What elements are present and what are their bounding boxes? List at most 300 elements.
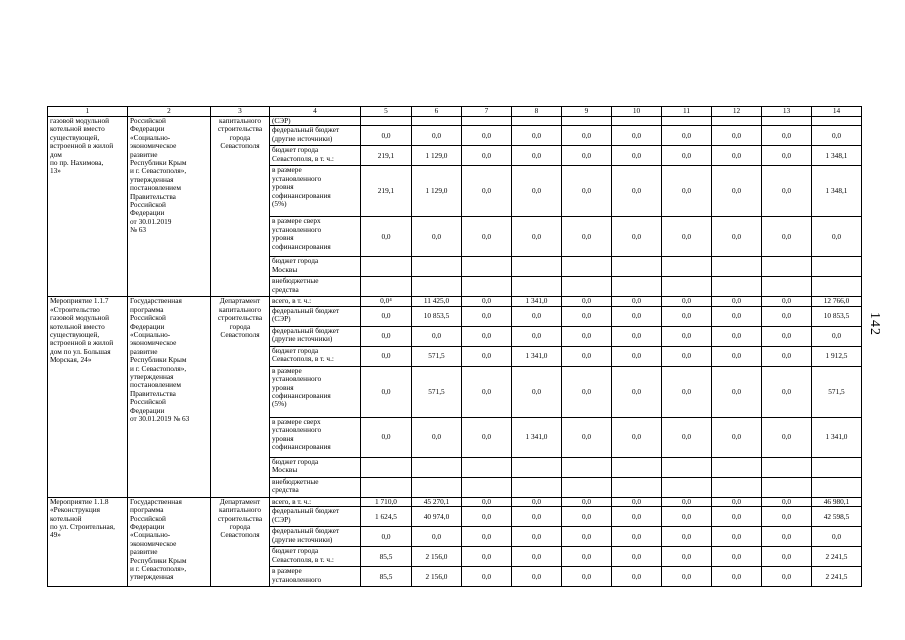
- amount-cell: 10 853,5: [812, 306, 862, 326]
- funding-source-cell-line: федеральный бюджет: [272, 306, 340, 315]
- amount-cell: 0,0: [712, 547, 762, 567]
- funding-source-cell-line: софинансирования: [272, 391, 331, 401]
- amount-cell: 0,0: [812, 527, 862, 547]
- header-cell: 8: [512, 107, 562, 117]
- amount-cell: 0,0: [462, 326, 512, 346]
- amount-cell: 0,0: [562, 217, 612, 257]
- amount-cell: [462, 457, 512, 477]
- funding-source-cell: [270, 417, 361, 457]
- amount-cell: [812, 477, 862, 497]
- funding-source-cell: [270, 146, 361, 166]
- amount-cell: 0,0: [662, 497, 712, 506]
- department-cell-line: Севастополя: [220, 141, 260, 151]
- activity-name-cell-line: котельной: [50, 513, 82, 523]
- amount-cell: [662, 117, 712, 126]
- amount-cell: [562, 257, 612, 277]
- amount-cell: 1 348,1: [812, 166, 862, 217]
- amount-cell: [361, 477, 412, 497]
- funding-source-cell: [270, 527, 361, 547]
- amount-cell: [712, 457, 762, 477]
- amount-cell: 571,5: [412, 346, 462, 366]
- activity-name-cell-line: существующей,: [50, 330, 100, 340]
- amount-cell: 2 241,5: [812, 547, 862, 567]
- funding-source-cell-line: уровня: [272, 233, 294, 243]
- funding-source-cell: [270, 346, 361, 366]
- amount-cell: [361, 257, 412, 277]
- program-cell-line: Российской: [130, 397, 166, 407]
- amount-cell: 0,0: [662, 527, 712, 547]
- funding-source-cell-line: (СЭР): [272, 514, 291, 524]
- funding-source-cell-line: установленного: [272, 574, 322, 584]
- funding-source-cell-line: уровня: [272, 182, 294, 192]
- amount-cell: 0,0: [612, 146, 662, 166]
- amount-cell: 0,0: [712, 297, 762, 306]
- funding-source-cell: [270, 477, 361, 497]
- header-cell: 13: [762, 107, 812, 117]
- funding-source-cell-line: софинансирования: [272, 241, 331, 251]
- program-cell-line: утвержденная: [130, 174, 174, 184]
- program-cell-line: Федерации: [130, 522, 165, 532]
- program-cell-line: от 30.01.2019 № 63: [130, 414, 190, 424]
- activity-name-cell-line: 49»: [50, 530, 61, 540]
- amount-cell: 11 425,0: [412, 297, 462, 306]
- header-cell: 14: [812, 107, 862, 117]
- funding-source-cell-line: в размере: [272, 566, 302, 576]
- amount-cell: 0,0: [361, 126, 412, 146]
- amount-cell: 0,0: [512, 217, 562, 257]
- amount-cell: 0,0: [512, 326, 562, 346]
- program-cell-line: Российской: [130, 116, 166, 125]
- activity-name-cell-line: котельной вместо: [50, 321, 105, 331]
- funding-source-cell-line: федеральный бюджет: [272, 506, 340, 516]
- amount-cell: 12 766,0: [812, 297, 862, 306]
- amount-cell: 0,0: [612, 527, 662, 547]
- amount-cell: 0,0: [712, 326, 762, 346]
- amount-cell: 0,0: [762, 306, 812, 326]
- funding-source-cell-line: в размере: [272, 165, 302, 175]
- amount-cell: 0,0: [662, 567, 712, 587]
- funding-source-cell-line: в размере сверх: [272, 417, 321, 426]
- department-cell-line: капитального: [219, 505, 261, 515]
- amount-cell: 0,0: [612, 547, 662, 567]
- program-cell-line: и г. Севастополя»,: [130, 564, 187, 574]
- funding-source-cell-line: внебюджетные: [272, 276, 319, 286]
- amount-cell: 0,0: [562, 306, 612, 326]
- amount-cell: 0,0: [662, 346, 712, 366]
- funding-source-cell-line: уровня: [272, 433, 294, 443]
- program-cell-line: экономическое: [130, 141, 177, 151]
- amount-cell: [662, 457, 712, 477]
- activity-name-cell: [48, 497, 128, 586]
- amount-cell: 219,1: [361, 146, 412, 166]
- amount-cell: [712, 117, 762, 126]
- amount-cell: [612, 477, 662, 497]
- funding-source-cell-line: бюджет города: [272, 256, 319, 266]
- amount-cell: 0,0: [361, 217, 412, 257]
- amount-cell: 0,0: [762, 126, 812, 146]
- amount-cell: 0,0: [812, 126, 862, 146]
- amount-cell: [412, 457, 462, 477]
- amount-cell: 0,0: [612, 217, 662, 257]
- amount-cell: 0,0: [412, 126, 462, 146]
- amount-cell: 1 348,1: [812, 146, 862, 166]
- funding-source-cell-line: (СЭР): [272, 116, 291, 125]
- amount-cell: 0,0: [462, 217, 512, 257]
- amount-cell: 571,5: [412, 366, 462, 417]
- amount-cell: [712, 257, 762, 277]
- amount-cell: 0,0: [562, 346, 612, 366]
- amount-cell: [412, 117, 462, 126]
- program-cell-line: Федерации: [130, 321, 165, 331]
- funding-source-cell: [270, 166, 361, 217]
- activity-name-cell-line: котельной вместо: [50, 124, 105, 134]
- amount-cell: 0,0: [562, 146, 612, 166]
- funding-source-cell: [270, 507, 361, 527]
- amount-cell: 0,0: [762, 346, 812, 366]
- funding-source-cell: [270, 547, 361, 567]
- amount-cell: 1 341,0: [512, 346, 562, 366]
- activity-name-cell-line: встроенной в жилой: [50, 141, 114, 151]
- amount-cell: 0,0: [712, 507, 762, 527]
- amount-cell: 0,0: [762, 497, 812, 506]
- program-cell-line: развитие: [130, 346, 158, 356]
- amount-cell: [762, 117, 812, 126]
- amount-cell: 0,0: [412, 527, 462, 547]
- funding-source-cell-line: федеральный бюджет: [272, 526, 340, 536]
- amount-cell: 46 980,1: [812, 497, 862, 506]
- activity-name-cell-line: по пр. Нахимова,: [50, 158, 104, 168]
- program-cell-line: и г. Севастополя»,: [130, 166, 187, 176]
- amount-cell: [361, 457, 412, 477]
- program-cell-line: развитие: [130, 547, 158, 557]
- amount-cell: 0,0: [512, 547, 562, 567]
- funding-source-cell: [270, 326, 361, 346]
- amount-cell: [412, 477, 462, 497]
- amount-cell: 0,0: [462, 417, 512, 457]
- activity-name-cell: [48, 297, 128, 497]
- funding-source-cell-line: Севастополя, в т. ч.:: [272, 354, 334, 364]
- amount-cell: [612, 457, 662, 477]
- program-cell-line: от 30.01.2019: [130, 216, 172, 226]
- funding-source-cell-line: (5%): [272, 399, 287, 409]
- department-cell: [211, 117, 270, 297]
- amount-cell: 0,0: [462, 497, 512, 506]
- amount-cell: 1 129,0: [412, 146, 462, 166]
- amount-cell: [662, 257, 712, 277]
- amount-cell: 0,0: [361, 527, 412, 547]
- header-cell: 4: [270, 107, 361, 117]
- amount-cell: 0,0: [662, 507, 712, 527]
- amount-cell: 45 270,1: [412, 497, 462, 506]
- amount-cell: 0,0: [612, 497, 662, 506]
- amount-cell: 0,0: [712, 166, 762, 217]
- amount-cell: [712, 277, 762, 297]
- amount-cell: 0,0: [762, 417, 812, 457]
- funding-source-cell: [270, 257, 361, 277]
- amount-cell: 0,0: [762, 297, 812, 306]
- funding-source-cell: [270, 366, 361, 417]
- page-number: 142: [867, 312, 882, 336]
- program-cell-line: № 63: [130, 225, 147, 235]
- amount-cell: 0,0: [562, 507, 612, 527]
- program-cell-line: Федерации: [130, 124, 165, 134]
- program-cell-line: Федерации: [130, 208, 165, 218]
- amount-cell: 0,0: [462, 306, 512, 326]
- amount-cell: 0,0: [361, 346, 412, 366]
- amount-cell: [612, 117, 662, 126]
- funding-source-cell-line: установленного: [272, 374, 322, 384]
- amount-cell: [812, 457, 862, 477]
- amount-cell: 0,0⁴: [361, 297, 412, 306]
- amount-cell: [762, 457, 812, 477]
- amount-cell: 0,0: [562, 166, 612, 217]
- amount-cell: 0,0: [762, 217, 812, 257]
- funding-source-cell: [270, 217, 361, 257]
- funding-source-cell: [270, 567, 361, 587]
- funding-source-cell-line: уровня: [272, 382, 294, 392]
- funding-source-cell-line: средства: [272, 284, 299, 294]
- funding-source-cell-line: Москвы: [272, 264, 298, 274]
- funding-source-cell-line: установленного: [272, 224, 322, 234]
- funding-source-cell-line: установленного: [272, 173, 322, 183]
- amount-cell: [412, 277, 462, 297]
- header-row: [48, 107, 862, 117]
- department-cell-line: строительства: [217, 513, 263, 523]
- program-cell-line: Российской: [130, 513, 166, 523]
- program-cell-line: Правительства: [130, 388, 176, 398]
- program-cell-line: «Социально-: [130, 530, 171, 540]
- table-row: [48, 297, 862, 306]
- amount-cell: 0,0: [712, 366, 762, 417]
- funding-source-cell-line: Севастополя, в т. ч.:: [272, 554, 334, 564]
- program-cell-line: Государственная: [130, 497, 182, 506]
- amount-cell: 0,0: [512, 166, 562, 217]
- amount-cell: [462, 117, 512, 126]
- amount-cell: 0,0: [762, 567, 812, 587]
- program-cell-line: программа: [130, 505, 164, 515]
- amount-cell: 0,0: [662, 306, 712, 326]
- amount-cell: 0,0: [712, 346, 762, 366]
- activity-name-cell-line: Морская, 24»: [50, 355, 92, 365]
- amount-cell: 0,0: [562, 297, 612, 306]
- amount-cell: 0,0: [612, 507, 662, 527]
- program-cell-line: Государственная: [130, 296, 182, 306]
- amount-cell: 0,0: [412, 217, 462, 257]
- amount-cell: 0,0: [512, 497, 562, 506]
- funding-source-cell: [270, 117, 361, 126]
- department-cell-line: капитального: [219, 304, 261, 314]
- amount-cell: 0,0: [712, 527, 762, 547]
- amount-cell: 0,0: [762, 146, 812, 166]
- amount-cell: 0,0: [512, 306, 562, 326]
- department-cell-line: капитального: [219, 116, 261, 125]
- activity-name-cell-line: 13»: [50, 166, 61, 176]
- amount-cell: 0,0: [662, 146, 712, 166]
- amount-cell: [462, 257, 512, 277]
- activity-name-cell-line: Мероприятие 1.1.8: [50, 497, 109, 506]
- amount-cell: 85,5: [361, 547, 412, 567]
- amount-cell: 0,0: [462, 126, 512, 146]
- amount-cell: [812, 117, 862, 126]
- amount-cell: 0,0: [361, 306, 412, 326]
- amount-cell: 0,0: [662, 417, 712, 457]
- program-cell-line: Правительства: [130, 191, 176, 201]
- amount-cell: 0,0: [712, 146, 762, 166]
- amount-cell: [512, 457, 562, 477]
- activity-name-cell-line: встроенной в жилой: [50, 338, 114, 348]
- department-cell-line: Севастополя: [220, 530, 260, 540]
- table-row: [48, 497, 862, 506]
- amount-cell: [562, 117, 612, 126]
- amount-cell: 1 912,5: [812, 346, 862, 366]
- amount-cell: [512, 257, 562, 277]
- amount-cell: 0,0: [412, 417, 462, 457]
- amount-cell: [762, 257, 812, 277]
- department-cell-line: Департамент: [219, 497, 261, 506]
- amount-cell: [762, 277, 812, 297]
- amount-cell: [562, 277, 612, 297]
- funding-source-cell: [270, 277, 361, 297]
- amount-cell: 0,0: [412, 326, 462, 346]
- amount-cell: 0,0: [512, 126, 562, 146]
- amount-cell: 0,0: [712, 306, 762, 326]
- header-cell: 9: [562, 107, 612, 117]
- amount-cell: 0,0: [662, 366, 712, 417]
- amount-cell: 0,0: [512, 527, 562, 547]
- amount-cell: 0,0: [361, 417, 412, 457]
- funding-source-cell: [270, 297, 361, 306]
- amount-cell: 0,0: [662, 326, 712, 346]
- amount-cell: 0,0: [662, 217, 712, 257]
- program-cell: [128, 497, 211, 586]
- amount-cell: [512, 277, 562, 297]
- program-cell-line: постановлением: [130, 183, 181, 193]
- amount-cell: 0,0: [562, 417, 612, 457]
- funding-source-cell-line: установленного: [272, 425, 322, 435]
- amount-cell: [812, 277, 862, 297]
- funding-source-cell: [270, 306, 361, 326]
- amount-cell: 0,0: [762, 507, 812, 527]
- program-cell-line: Российской: [130, 313, 166, 323]
- amount-cell: 0,0: [512, 567, 562, 587]
- funding-source-cell: [270, 457, 361, 477]
- program-cell-line: и г. Севастополя»,: [130, 363, 187, 373]
- amount-cell: [361, 117, 412, 126]
- amount-cell: 0,0: [762, 326, 812, 346]
- amount-cell: 0,0: [462, 507, 512, 527]
- amount-cell: 0,0: [762, 166, 812, 217]
- amount-cell: [712, 477, 762, 497]
- amount-cell: 0,0: [712, 217, 762, 257]
- amount-cell: [812, 257, 862, 277]
- amount-cell: [762, 477, 812, 497]
- amount-cell: 0,0: [462, 366, 512, 417]
- table-row: [48, 117, 862, 126]
- header-cell: 6: [412, 107, 462, 117]
- funding-source-cell-line: федеральный бюджет: [272, 125, 340, 135]
- amount-cell: 0,0: [462, 297, 512, 306]
- funding-source-cell-line: софинансирования: [272, 190, 331, 200]
- funding-source-cell-line: бюджет города: [272, 145, 319, 155]
- amount-cell: 571,5: [812, 366, 862, 417]
- program-cell-line: утвержденная: [130, 372, 174, 382]
- amount-cell: 0,0: [562, 527, 612, 547]
- funding-source-cell-line: в размере: [272, 366, 302, 375]
- activity-name-cell-line: газовой модульной: [50, 116, 110, 125]
- amount-cell: 0,0: [812, 217, 862, 257]
- program-cell-line: постановлением: [130, 380, 181, 390]
- department-cell: [211, 297, 270, 497]
- program-cell: [128, 117, 211, 297]
- amount-cell: 0,0: [612, 346, 662, 366]
- amount-cell: 0,0: [712, 417, 762, 457]
- activity-name-cell-line: «Реконструкция: [50, 505, 101, 515]
- department-cell-line: Департамент: [219, 296, 261, 306]
- amount-cell: 0,0: [562, 547, 612, 567]
- department-cell-line: строительства: [217, 313, 263, 323]
- funding-source-cell-line: (СЭР): [272, 314, 291, 324]
- funding-source-cell-line: бюджет города: [272, 346, 319, 355]
- amount-cell: 2 156,0: [412, 567, 462, 587]
- amount-cell: [512, 477, 562, 497]
- amount-cell: [612, 277, 662, 297]
- amount-cell: [412, 257, 462, 277]
- department-cell: [211, 497, 270, 586]
- amount-cell: [462, 477, 512, 497]
- header-cell: 11: [662, 107, 712, 117]
- header-cell: 1: [48, 107, 128, 117]
- program-cell-line: Российской: [130, 200, 166, 210]
- amount-cell: 1 341,0: [512, 297, 562, 306]
- amount-cell: 0,0: [612, 126, 662, 146]
- budget-table: [47, 106, 862, 587]
- amount-cell: 0,0: [762, 366, 812, 417]
- amount-cell: 0,0: [612, 306, 662, 326]
- header-cell: 12: [712, 107, 762, 117]
- program-cell-line: экономическое: [130, 538, 177, 548]
- program-cell-line: утвержденная: [130, 572, 174, 582]
- amount-cell: 0,0: [562, 326, 612, 346]
- department-cell-line: города: [229, 522, 251, 532]
- header-cell: 10: [612, 107, 662, 117]
- header-cell: 7: [462, 107, 512, 117]
- amount-cell: 1 624,5: [361, 507, 412, 527]
- activity-name-cell-line: газовой модульной: [50, 313, 110, 323]
- amount-cell: [562, 477, 612, 497]
- program-cell-line: Республики Крым: [130, 555, 187, 565]
- program-cell-line: развитие: [130, 149, 158, 159]
- amount-cell: 0,0: [562, 366, 612, 417]
- amount-cell: 0,0: [662, 547, 712, 567]
- amount-cell: [662, 277, 712, 297]
- amount-cell: 0,0: [612, 417, 662, 457]
- amount-cell: 219,1: [361, 166, 412, 217]
- funding-source-cell-line: внебюджетные: [272, 477, 319, 486]
- amount-cell: 0,0: [712, 497, 762, 506]
- program-cell: [128, 297, 211, 497]
- amount-cell: 0,0: [462, 146, 512, 166]
- funding-source-cell-line: бюджет города: [272, 457, 319, 466]
- amount-cell: 0,0: [512, 146, 562, 166]
- program-cell-line: Республики Крым: [130, 158, 187, 168]
- department-cell-line: Севастополя: [220, 330, 260, 340]
- amount-cell: 40 974,0: [412, 507, 462, 527]
- amount-cell: 0,0: [612, 567, 662, 587]
- department-cell-line: строительства: [217, 124, 263, 134]
- amount-cell: 0,0: [462, 527, 512, 547]
- amount-cell: 1 341,0: [512, 417, 562, 457]
- amount-cell: 1 710,0: [361, 497, 412, 506]
